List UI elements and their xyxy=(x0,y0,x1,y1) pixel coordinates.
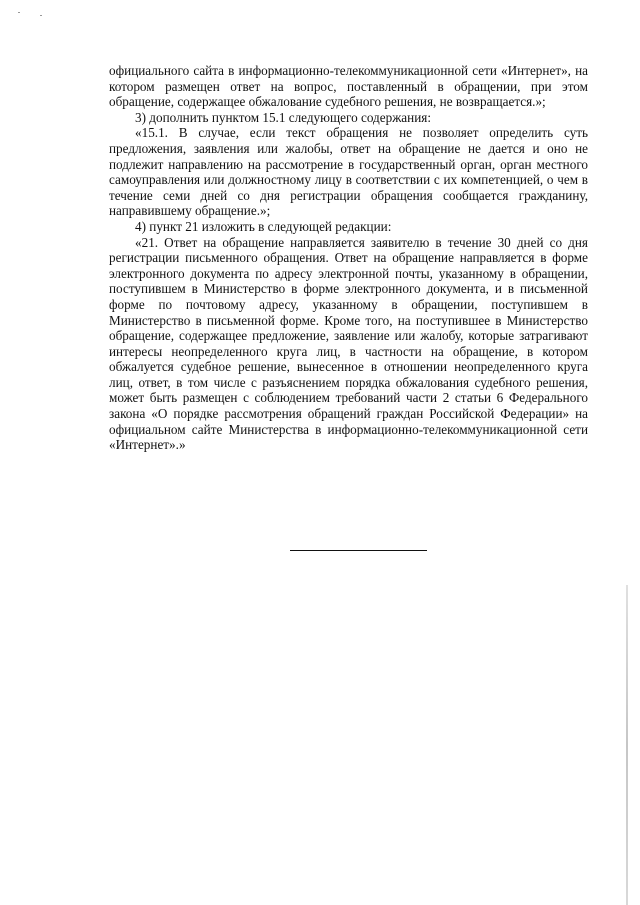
paragraph-item-4: 4) пункт 21 изложить в следующей редакции: xyxy=(135,218,392,234)
scan-edge-mark xyxy=(626,585,628,905)
end-divider-line xyxy=(290,550,427,551)
scan-speck xyxy=(40,15,42,16)
document-body xyxy=(109,63,588,453)
scan-speck xyxy=(18,12,20,13)
paragraph-clause-21: «21. Ответ на обращение направляется заявителю в течение 30 дней со дня регистрации письменного обращения. Ответ на обращение направляется в форме электронного документа по адресу электронной почты, указанному в обращении, поступившем в Министерство в форме электронного документа, и в письменной форме по почтовому адресу, указанному в обращении, поступившем в Министерство в письменной форме. Кроме того, на поступившее в Министерство обращение, содержащее предложение, заявление или жалобу, которые затрагивают интересы неопределенного круга лиц, в частности на обращение, в котором обжалуется судебное решение, вынесенное в отношении неопределенного круга лиц, ответ, в том числе с разъяснением порядка обжалования судебного решения, может быть размещен с соблюдением требований части 2 статьи 6 Федерального закона «О порядке рассмотрения обращений граждан Российской Федерации» на официальном сайте Министерства в информационно-телекоммуникационной сети «Интернет».» xyxy=(109,234,588,453)
paragraph-continuation: официального сайта в информационно-телекоммуникационной сети «Интернет», на котором размещен ответ на вопрос, поставленный в обращении, при этом обращение, содержащее обжалование судебного решения, не возвращается.»; xyxy=(109,63,588,110)
paragraph-clause-15-1: «15.1. В случае, если текст обращения не позволяет определить суть предложения, заявления или жалобы, ответ на обращение не дается и оно не подлежит направлению на рассмотрение в государственный орган, орган местного самоуправления или должностному лицу в соответствии с их компетенцией, о чем в течение семи дней со дня регистрации обращения сообщается гражданину, направившему обращение.»; xyxy=(109,125,588,219)
paragraph-item-3: 3) дополнить пунктом 15.1 следующего содержания: xyxy=(135,109,432,125)
